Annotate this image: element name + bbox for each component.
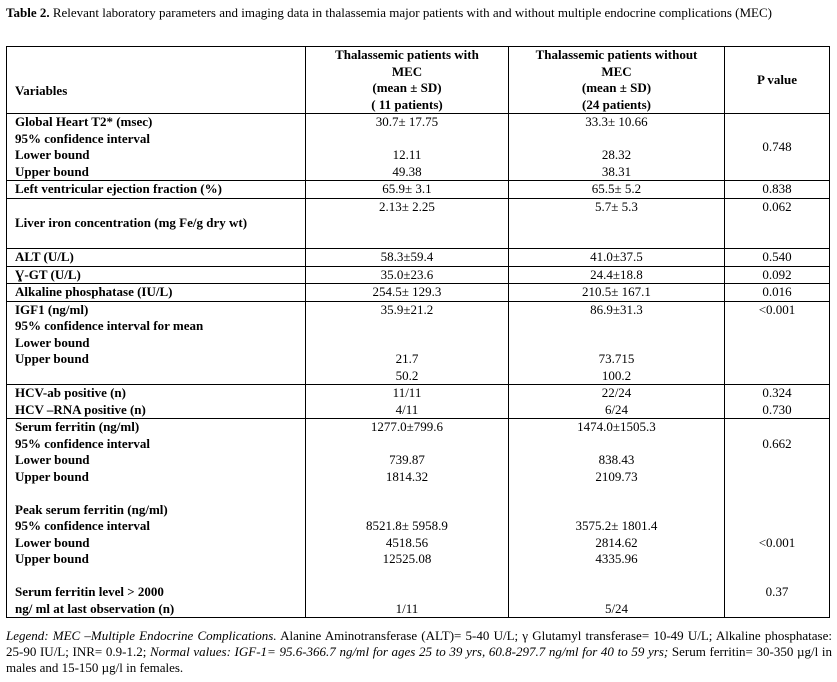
header-with-mec: Thalassemic patients with MEC (mean ± SD) ( 11 patients) (306, 47, 509, 114)
table-row (7, 249, 830, 267)
without-mec-cell (509, 114, 725, 181)
with-mec-cell-line: 4518.56 (385, 534, 429, 550)
with-mec-cell-line: 58.3±59.4 (380, 249, 434, 264)
variable-cell-line: HCV –RNA positive (n) (15, 401, 146, 417)
without-mec-cell-line (513, 436, 720, 453)
variable-cell-line: Serum ferritin (ng/ml) (15, 419, 140, 434)
variable-cell (7, 181, 306, 199)
variable-cell-line: Lower bound (15, 334, 90, 350)
variable-cell-line: 95% confidence interval for mean (15, 318, 204, 333)
variable-cell-line: ALT (U/L) (15, 249, 74, 264)
pvalue-cell-line (729, 568, 825, 585)
variable-cell-line: Alkaline phosphatase (IU/L) (15, 284, 173, 299)
variable-cell (7, 284, 306, 302)
pvalue-cell: 0.016 (725, 284, 830, 302)
variable-cell-line: Peak serum ferritin (ng/ml) (15, 501, 168, 517)
table-row (7, 114, 830, 181)
variable-cell-line: Ɣ-GT (U/L) (15, 266, 81, 282)
without-mec-cell (509, 181, 725, 199)
with-mec-cell-line: 1814.32 (385, 468, 429, 484)
without-mec-cell-line: 5.7± 5.3 (595, 198, 638, 214)
header-pvalue: P value (725, 47, 830, 114)
with-mec-cell-line (310, 335, 504, 352)
with-mec-cell-line (310, 502, 504, 519)
variable-cell-line: HCV-ab positive (n) (15, 385, 126, 400)
table-row (7, 284, 830, 302)
with-mec-cell-line: 1277.0±799.6 (370, 419, 444, 434)
with-mec-cell (306, 249, 509, 267)
pvalue-cell (725, 419, 830, 618)
without-mec-cell-line: 838.43 (598, 452, 635, 467)
without-mec-cell-line: 73.715 (598, 351, 635, 366)
without-mec-cell-line (513, 568, 720, 585)
with-mec-cell-line (310, 584, 504, 601)
with-mec-cell (306, 284, 509, 302)
pvalue-cell-line (729, 469, 825, 486)
variable-cell-line: Upper bound (15, 163, 89, 179)
without-mec-cell-line (513, 335, 720, 352)
without-mec-cell-line: 2109.73 (595, 468, 638, 484)
table-row (7, 266, 830, 284)
without-mec-cell (509, 266, 725, 284)
pvalue-cell-line (729, 485, 825, 502)
with-mec-cell (306, 419, 509, 618)
pvalue-cell: <0.001 (725, 301, 830, 385)
without-mec-cell-line (513, 584, 720, 601)
variable-cell-line: Lower bound (15, 452, 90, 467)
table-row (7, 181, 830, 199)
pvalue-cell: 0.748 (725, 114, 830, 181)
variable-cell-line: ng/ ml at last observation (n) (15, 600, 175, 616)
without-mec-cell-line: 1474.0±1505.3 (577, 419, 656, 434)
pvalue-cell-line: 0.324 (762, 385, 792, 400)
without-mec-cell-line (513, 232, 720, 249)
pvalue-cell-line (729, 551, 825, 568)
variable-cell (7, 198, 306, 249)
with-mec-cell (306, 266, 509, 284)
without-mec-cell-line: 33.3± 10.66 (585, 114, 648, 129)
with-mec-cell-line (310, 215, 504, 232)
variable-cell (7, 301, 306, 385)
table-header-row (7, 47, 830, 114)
variable-cell-line (15, 368, 301, 385)
pvalue-cell-line (729, 601, 825, 618)
pvalue-cell: 0.838 (725, 181, 830, 199)
without-mec-cell-line: 5/24 (604, 600, 629, 616)
pvalue-cell-line: <0.001 (758, 534, 796, 550)
table-row (7, 198, 830, 249)
pvalue-cell-line: 0.37 (765, 584, 789, 599)
without-mec-cell (509, 284, 725, 302)
legend-ranges: Alanine Aminotransferase (ALT)= 5-40 U/L; γ Glutamyl transferase= 10-49 U/L; Alkaline phosphatase: 25-90 IU/L; INR= 0.9-1.2; (6, 628, 833, 659)
with-mec-cell (306, 181, 509, 199)
variable-cell-line (15, 199, 301, 216)
without-mec-cell-line: 24.4±18.8 (590, 266, 643, 282)
with-mec-cell (306, 114, 509, 181)
pvalue-cell: 0.092 (725, 266, 830, 284)
without-mec-cell-line: 3575.2± 1801.4 (575, 518, 658, 533)
without-mec-cell-line: 22/24 (601, 385, 632, 400)
with-mec-cell-line: 254.5± 129.3 (372, 284, 442, 299)
with-mec-cell-line (310, 568, 504, 585)
with-mec-cell-line: 49.38 (392, 163, 422, 179)
with-mec-cell-line: 12525.08 (382, 551, 432, 566)
without-mec-cell-line: 210.5± 167.1 (582, 284, 651, 299)
with-mec-cell-line: 8521.8± 5958.9 (366, 518, 448, 533)
variable-cell (7, 266, 306, 284)
with-mec-cell-line: 1/11 (395, 600, 419, 616)
variable-cell-line: Global Heart T2* (msec) (15, 114, 153, 129)
variable-cell-line: IGF1 (ng/ml) (15, 301, 89, 317)
without-mec-cell-line (513, 131, 720, 148)
without-mec-cell-line (513, 485, 720, 502)
with-mec-cell (306, 198, 509, 249)
without-mec-cell-line (513, 318, 720, 335)
with-mec-cell-line (310, 232, 504, 249)
table-row (7, 419, 830, 618)
variable-cell-line: Serum ferritin level > 2000 (15, 584, 164, 599)
pvalue-cell (725, 385, 830, 419)
without-mec-cell (509, 301, 725, 385)
with-mec-cell-line: 4/11 (395, 401, 419, 417)
with-mec-cell-line: 50.2 (395, 367, 419, 383)
variable-cell-line: Upper bound (15, 551, 89, 566)
variable-cell-line: Left ventricular ejection fraction (%) (15, 181, 222, 196)
with-mec-cell-line: 21.7 (395, 351, 419, 366)
variable-cell (7, 249, 306, 267)
pvalue-cell-line (729, 518, 825, 535)
with-mec-cell-line: 65.9± 3.1 (382, 181, 432, 196)
variable-cell-line: Upper bound (15, 468, 89, 484)
variable-cell-line: 95% confidence interval (15, 130, 151, 146)
legend-ferritin: Serum ferritin= 30-350 µg/l in males and 15-150 µg/l in females. (6, 644, 832, 675)
without-mec-cell-line: 4335.96 (595, 551, 638, 566)
header-variables: Variables (7, 47, 306, 114)
with-mec-cell-line (310, 318, 504, 335)
with-mec-cell-line (310, 485, 504, 502)
with-mec-cell (306, 301, 509, 385)
without-mec-cell-line: 6/24 (604, 401, 629, 417)
without-mec-cell-line (513, 215, 720, 232)
table-row (7, 385, 830, 419)
without-mec-cell-line: 65.5± 5.2 (591, 181, 642, 196)
lab-parameters-table (6, 46, 830, 618)
table-legend (6, 628, 832, 676)
with-mec-cell-line: 11/11 (392, 385, 422, 400)
pvalue-cell-line (729, 419, 825, 436)
caption-label: Table 2. (6, 5, 50, 20)
with-mec-cell-line: 12.11 (392, 147, 422, 162)
with-mec-cell-line: 2.13± 2.25 (379, 198, 435, 214)
without-mec-cell (509, 249, 725, 267)
variable-cell-line: 95% confidence interval (15, 435, 151, 451)
without-mec-cell-line: 86.9±31.3 (590, 301, 643, 317)
with-mec-cell-line: 739.87 (389, 452, 425, 467)
with-mec-cell-line: 35.0±23.6 (380, 266, 434, 282)
variable-cell-line: Lower bound (15, 534, 90, 550)
without-mec-cell-line: 28.32 (601, 147, 632, 162)
table-row (7, 301, 830, 385)
table-caption (6, 5, 832, 20)
without-mec-cell-line: 38.31 (601, 163, 632, 179)
variable-cell-line: Lower bound (15, 147, 90, 162)
pvalue-cell: 0.540 (725, 249, 830, 267)
caption-text: Relevant laboratory parameters and imaging data in thalassemia major patients with and without multiple endocrine complications (MEC) (49, 5, 772, 20)
without-mec-cell-line: 100.2 (601, 367, 632, 383)
without-mec-cell-line: 2814.62 (595, 534, 638, 550)
variable-cell-line (15, 485, 301, 502)
variable-cell-line (15, 568, 301, 585)
with-mec-cell-line: 30.7± 17.75 (375, 114, 439, 129)
with-mec-cell-line (310, 131, 504, 148)
variable-cell-line: 95% confidence interval (15, 518, 151, 533)
with-mec-cell-line (310, 436, 504, 453)
variable-cell (7, 419, 306, 618)
pvalue-cell-line (729, 452, 825, 469)
legend-mec: Legend: MEC –Multiple Endocrine Complications. (6, 628, 277, 643)
with-mec-cell-line: 35.9±21.2 (380, 301, 434, 317)
without-mec-cell (509, 385, 725, 419)
variable-cell (7, 385, 306, 419)
pvalue-cell-line: 0.662 (762, 435, 792, 451)
variable-cell-line: Upper bound (15, 351, 89, 366)
with-mec-cell (306, 385, 509, 419)
without-mec-cell-line: 41.0±37.5 (590, 249, 643, 264)
variable-cell-line: Liver iron concentration (mg Fe/g dry wt) (15, 215, 248, 230)
header-without-mec: Thalassemic patients without MEC (mean ± SD) (24 patients) (509, 47, 725, 114)
pvalue-cell-line: 0.730 (762, 401, 792, 417)
without-mec-cell (509, 419, 725, 618)
legend-normal-values: Normal values: IGF-1= 95.6-366.7 ng/ml for ages 25 to 39 yrs, 60.8-297.7 ng/ml for 40 to 59 yrs; (149, 644, 669, 659)
without-mec-cell (509, 198, 725, 249)
without-mec-cell-line (513, 502, 720, 519)
variable-cell (7, 114, 306, 181)
pvalue-cell-line (729, 502, 825, 519)
variable-cell-line (15, 232, 301, 249)
pvalue-cell: 0.062 (725, 198, 830, 249)
